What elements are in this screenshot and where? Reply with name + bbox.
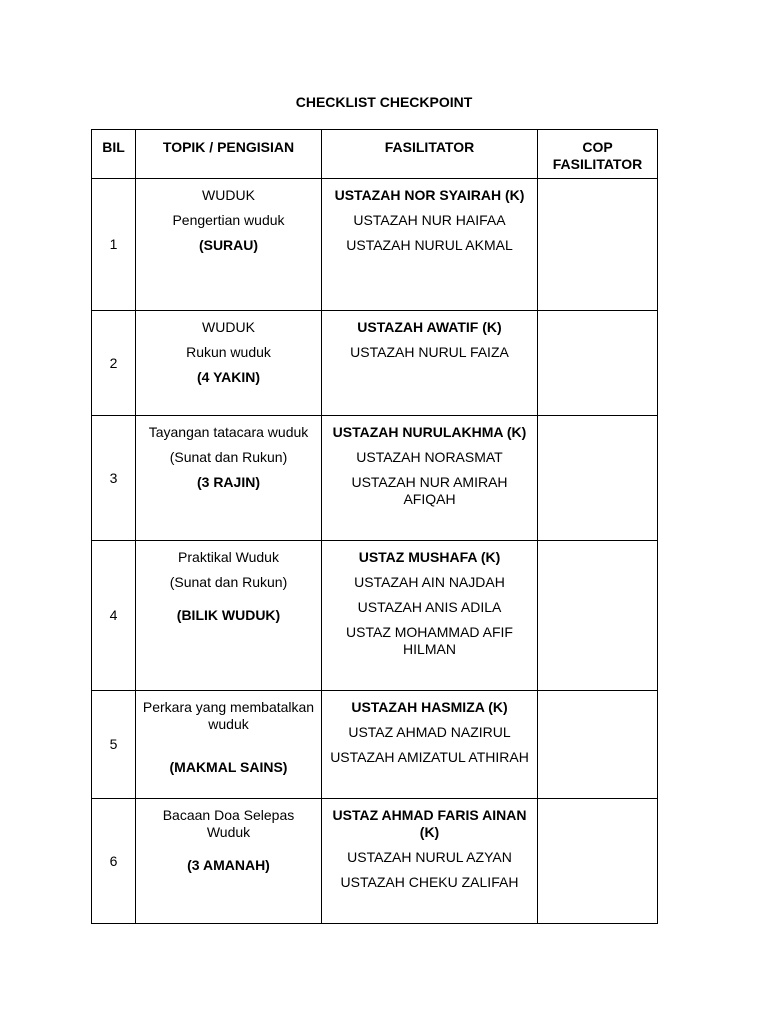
- table-row: [92, 541, 658, 691]
- topic-location: (3 AMANAH): [187, 857, 270, 873]
- document-title: CHECKLIST CHECKPOINT: [295, 94, 473, 110]
- table-row: [92, 179, 658, 311]
- facilitator-name: USTAZAH CHEKU ZALIFAH: [340, 874, 519, 890]
- topic-location: (SURAU): [198, 237, 259, 253]
- topic-line: Perkara yang membatalkan wuduk: [142, 699, 315, 732]
- facilitator-cell: [322, 799, 538, 924]
- topic-cell: [136, 311, 322, 416]
- topic-line: WUDUK: [202, 187, 255, 203]
- stamp-cell: [538, 541, 658, 691]
- facilitator-cell: [322, 311, 538, 416]
- topic-line: Pengertian wuduk: [172, 212, 285, 228]
- topic-location: (3 RAJIN): [196, 474, 260, 490]
- topic-line: WUDUK: [202, 319, 255, 335]
- topic-cell: [136, 799, 322, 924]
- lead-facilitator: USTAZAH NOR SYAIRAH (K): [334, 187, 525, 203]
- facilitator-name: USTAZAH AMIZATUL ATHIRAH: [330, 749, 529, 765]
- topic-cell: [136, 416, 322, 541]
- facilitator-cell: [322, 691, 538, 799]
- stamp-cell: [538, 311, 658, 416]
- lead-facilitator: USTAZAH NURULAKHMA (K): [332, 424, 527, 440]
- stamp-cell: [538, 179, 658, 311]
- header-topik: TOPIK / PENGISIAN: [136, 130, 322, 179]
- facilitator-name: USTAZAH NURUL AZYAN: [347, 849, 512, 865]
- header-fasilitator: FASILITATOR: [322, 130, 538, 179]
- facilitator-cell: [322, 541, 538, 691]
- facilitator-name: USTAZAH NURUL FAIZA: [350, 344, 509, 360]
- facilitator-name: USTAZAH NUR HAIFAA: [353, 212, 506, 228]
- row-number: 5: [92, 691, 136, 799]
- facilitator-name: USTAZ AHMAD NAZIRUL: [348, 724, 511, 740]
- topic-cell: [136, 691, 322, 799]
- facilitator-cell: [322, 416, 538, 541]
- table-row: [92, 799, 658, 924]
- topic-location: (4 YAKIN): [196, 369, 261, 385]
- topic-location: (BILIK WUDUK): [176, 607, 281, 623]
- table-row: [92, 416, 658, 541]
- topic-location: (MAKMAL SAINS): [169, 759, 288, 775]
- stamp-cell: [538, 691, 658, 799]
- topic-line: Rukun wuduk: [186, 344, 271, 360]
- row-number: 2: [92, 311, 136, 416]
- topic-line: (Sunat dan Rukun): [169, 574, 288, 590]
- topic-cell: [136, 179, 322, 311]
- lead-facilitator: USTAZ AHMAD FARIS AINAN (K): [332, 807, 527, 840]
- table-header-row: [92, 130, 658, 179]
- facilitator-name: USTAZAH NURUL AKMAL: [346, 237, 513, 253]
- table-row: [92, 691, 658, 799]
- facilitator-name: USTAZ MOHAMMAD AFIF HILMAN: [346, 624, 513, 657]
- row-number: 1: [92, 179, 136, 311]
- facilitator-name: USTAZAH NUR AMIRAH AFIQAH: [351, 474, 508, 507]
- facilitator-name: USTAZAH AIN NAJDAH: [354, 574, 505, 590]
- lead-facilitator: USTAZAH AWATIF (K): [357, 319, 502, 335]
- topic-line: Tayangan tatacara wuduk: [148, 424, 309, 440]
- row-number: 4: [92, 541, 136, 691]
- table-row: [92, 311, 658, 416]
- row-number: 3: [92, 416, 136, 541]
- header-cop: COP FASILITATOR: [538, 130, 658, 179]
- lead-facilitator: USTAZAH HASMIZA (K): [351, 699, 508, 715]
- lead-facilitator: USTAZ MUSHAFA (K): [358, 549, 501, 565]
- facilitator-name: USTAZAH ANIS ADILA: [357, 599, 502, 615]
- topic-line: Bacaan Doa Selepas Wuduk: [162, 807, 295, 840]
- header-bil: BIL: [92, 130, 136, 179]
- stamp-cell: [538, 799, 658, 924]
- topic-line: Praktikal Wuduk: [178, 549, 279, 565]
- row-number: 6: [92, 799, 136, 924]
- topic-line: (Sunat dan Rukun): [169, 449, 288, 465]
- facilitator-name: USTAZAH NORASMAT: [356, 449, 503, 465]
- stamp-cell: [538, 416, 658, 541]
- checklist-table: [91, 129, 658, 924]
- topic-cell: [136, 541, 322, 691]
- facilitator-cell: [322, 179, 538, 311]
